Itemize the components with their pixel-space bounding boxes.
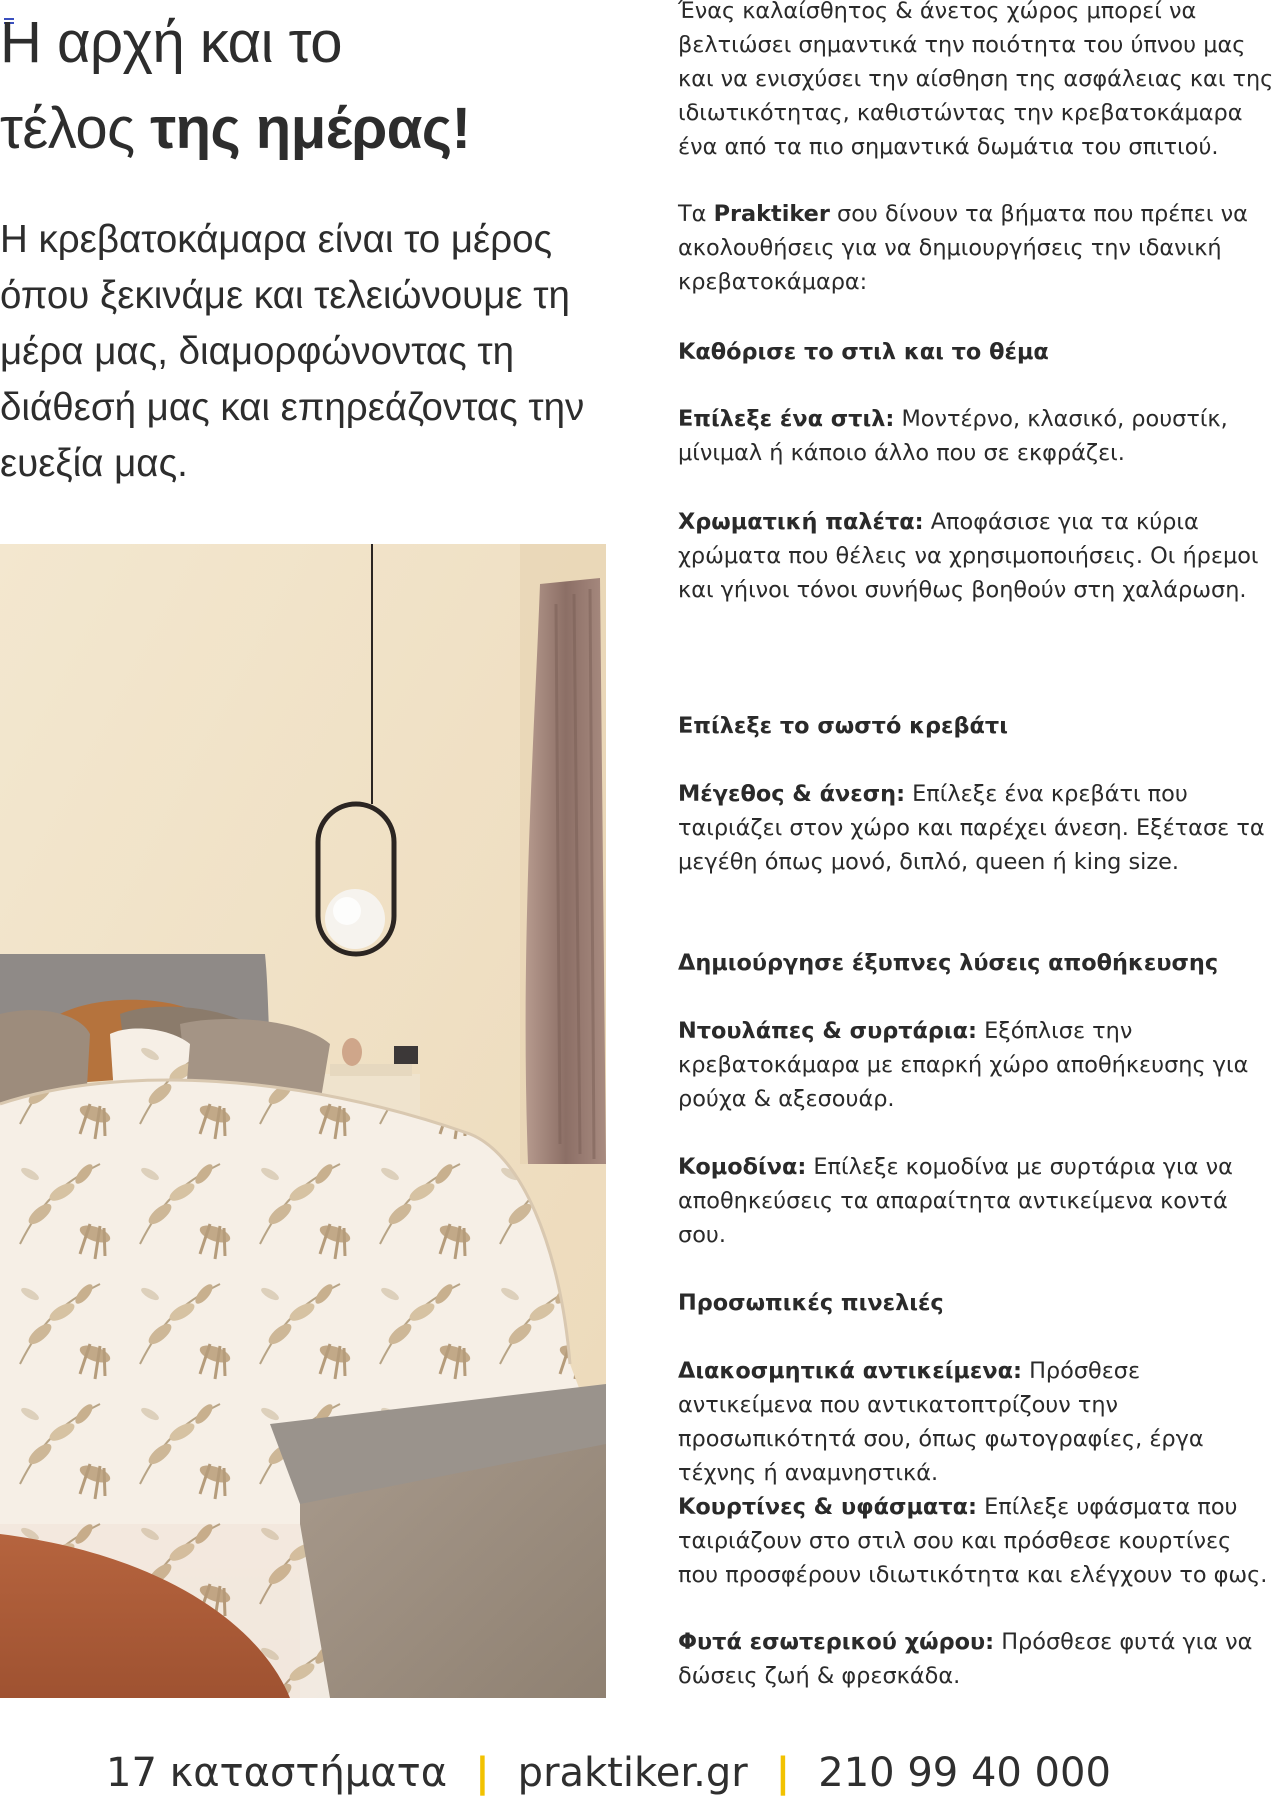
intro-paragraph: Η κρεβατοκάμαρα είναι το μέρος όπου ξεκινάμε και τελειώνουμε τη μέρα μας, διαμορφώνοντας τη διάθεσή μας και επηρεάζοντας την ευεξία μας. <box>0 218 585 485</box>
item-decor <box>678 1354 1278 1490</box>
item-curtains <box>678 1490 1278 1592</box>
item-text: Εξόπλισε την κρεβατοκάμαρα με επαρκή χώρο αποθήκευσης για ρούχα & αξεσουάρ. <box>678 1018 1249 1112</box>
headline-line-1: Η αρχή και το <box>0 10 343 75</box>
footer-separator: | <box>775 1750 791 1796</box>
item-color-palette <box>678 505 1278 607</box>
item-key: Κομοδίνα: <box>678 1154 807 1180</box>
item-key: Κουρτίνες & υφάσματα: <box>678 1494 977 1520</box>
footer-stores: 17 καταστήματα <box>106 1750 448 1796</box>
tip-prefix: Τα <box>678 201 714 227</box>
footer-phone-link[interactable]: 210 99 40 000 <box>818 1750 1111 1796</box>
bedroom-photo <box>0 544 606 1698</box>
item-text: Πρόσθεσε αντικείμενα που αντικατοπτρίζουν την προσωπικότητά σου, όπως φωτογραφίες, έργα τέχνης ή αναμνηστικά. <box>678 1358 1204 1486</box>
item-text: Επίλεξε κομοδίνα με συρτάρια για να αποθηκεύσεις τα απαραίτητα αντικείμενα κοντά σου. <box>678 1154 1233 1248</box>
article-tip <box>678 197 1278 299</box>
item-key: Μέγεθος & άνεση: <box>678 781 906 807</box>
item-plants <box>678 1625 1278 1693</box>
item-key: Διακοσμητικά αντικείμενα: <box>678 1358 1022 1384</box>
item-nightstands <box>678 1150 1278 1252</box>
item-text: Επίλεξε ένα κρεβάτι που ταιριάζει στον χώρο και παρέχει άνεση. Εξέτασε τα μεγέθη όπως μονό, διπλό, queen ή king size. <box>678 781 1265 875</box>
section-title-bed: Επίλεξε το σωστό κρεβάτι <box>678 713 1008 739</box>
section-title-style: Καθόρισε το στιλ και το θέμα <box>678 339 1049 365</box>
item-text: Επίλεξε υφάσματα που ταιριάζουν στο στιλ σου και πρόσθεσε κουρτίνες που προσφέρουν ιδιωτικότητα και ελέγχουν το φως. <box>678 1494 1268 1588</box>
item-key: Χρωματική παλέτα: <box>678 509 924 535</box>
tip-brand: Praktiker <box>713 201 830 227</box>
footer-separator: | <box>475 1750 490 1796</box>
tip-suffix: σου δίνουν τα βήματα που πρέπει να ακολουθήσεις για να δημιουργήσεις την ιδανική κρεβατοκάμαρα: <box>678 201 1248 295</box>
item-text: Μοντέρνο, κλασικό, ρουστίκ, μίνιμαλ ή κάποιο άλλο που σε εκφράζει. <box>678 406 1228 466</box>
item-text: Πρόσθεσε φυτά για να δώσεις ζωή & φρεσκάδα. <box>678 1629 1253 1689</box>
item-key: Φυτά εσωτερικού χώρου: <box>678 1629 995 1655</box>
headline-line-2-bold: της ημέρας! <box>150 96 471 161</box>
section-title-personal: Προσωπικές πινελιές <box>678 1290 944 1316</box>
headline-line-2 <box>0 96 470 161</box>
item-text: Αποφάσισε για τα κύρια χρώματα που θέλεις να χρησιμοποιήσεις. Οι ήρεμοι και γήινοι τόνοι συνήθως βοηθούν στη χαλάρωση. <box>678 509 1259 603</box>
headline <box>0 0 640 172</box>
headline-line-2-plain: τέλος <box>0 96 151 161</box>
section-title-storage: Δημιούργησε έξυπνες λύσεις αποθήκευσης <box>678 950 1219 976</box>
item-key: Ντουλάπες & συρτάρια: <box>678 1018 977 1044</box>
item-wardrobes <box>678 1014 1278 1116</box>
item-choose-style <box>678 402 1278 470</box>
footer-contact-bar <box>106 1746 1206 1804</box>
article-opening: Ένας καλαίσθητος & άνετος χώρος μπορεί να βελτιώσει σημαντικά την ποιότητα του ύπνου μας και να ενισχύσει την αίσθηση της ασφάλειας και της ιδιωτικότητας, καθιστώντας την κρεβατοκάμαρα ένα από τα πιο σημαντικά δωμάτια του σπιτιού. <box>678 0 1274 160</box>
item-size-comfort <box>678 777 1278 879</box>
item-key: Επίλεξε ένα στιλ: <box>678 406 895 432</box>
footer-website-link[interactable]: praktiker.gr <box>517 1750 748 1796</box>
